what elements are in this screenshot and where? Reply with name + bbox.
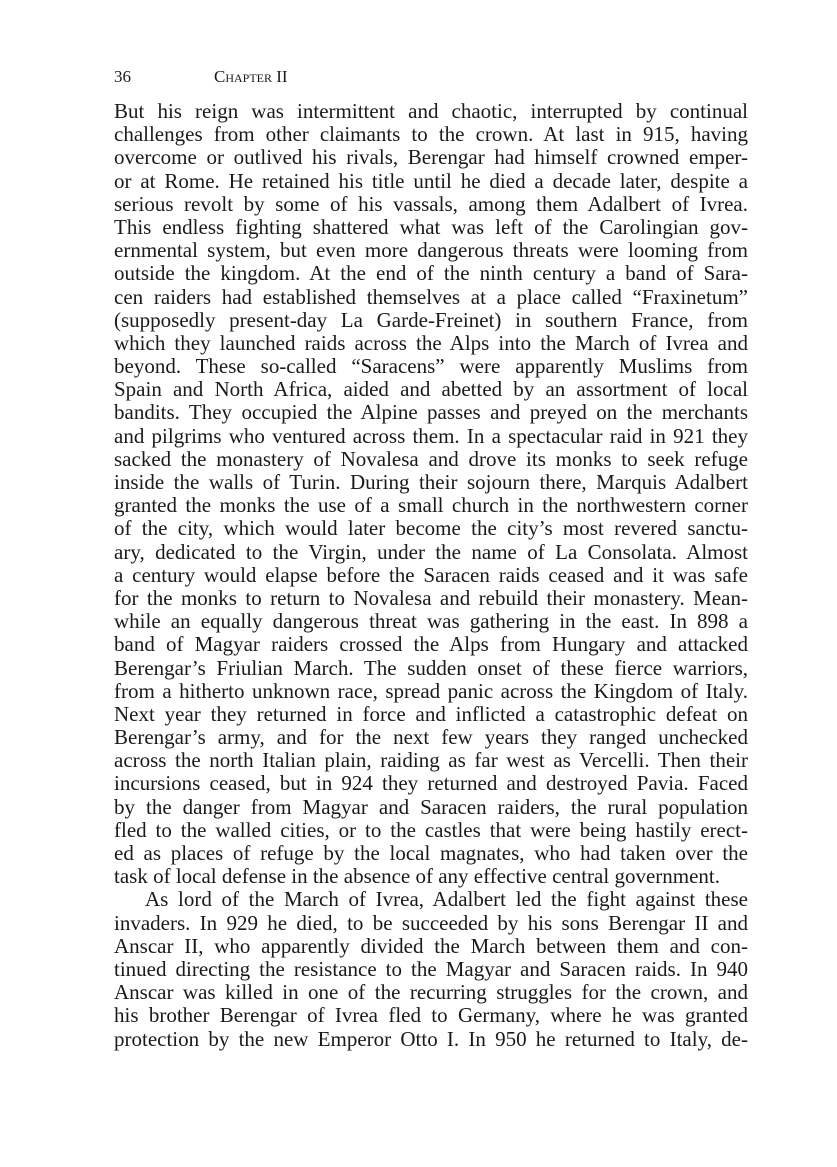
text-line: But his reign was intermittent and chaotic, interrupted by continual xyxy=(114,99,748,123)
text-line: band of Magyar raiders crossed the Alps from Hungary and attacked xyxy=(114,632,748,657)
text-line: protection by the new Emperor Otto I. In 950 he returned to Italy, de- xyxy=(114,1026,748,1051)
text-line: Berengar’s Friulian March. The sudden onset of these fierce warriors, xyxy=(114,655,748,680)
text-line: beyond. These so-called “Saracens” were apparently Muslims from xyxy=(114,354,748,379)
text-line: challenges from other claimants to the crown. At last in 915, having xyxy=(114,122,748,147)
text-line: sacked the monastery of Novalesa and drove its monks to seek refuge xyxy=(114,446,748,471)
text-line: granted the monks the use of a small church in the northwestern corner xyxy=(114,493,748,518)
text-line: Anscar was killed in one of the recurring struggles for the crown, and xyxy=(114,980,748,1005)
text-line: As lord of the March of Ivrea, Adalbert led the fight against these xyxy=(145,887,748,912)
text-line: invaders. In 929 he died, to be succeeded by his sons Berengar II and xyxy=(114,910,748,935)
text-line: bandits. They occupied the Alpine passes and preyed on the merchants xyxy=(114,400,748,425)
text-line: while an equally dangerous threat was gathering in the east. In 898 a xyxy=(114,609,748,634)
paragraph xyxy=(114,888,748,1050)
text-line: from a hitherto unknown race, spread panic across the Kingdom of Italy. xyxy=(114,678,748,703)
text-line: outside the kingdom. At the end of the ninth century a band of Sara- xyxy=(114,261,748,286)
text-line: a century would elapse before the Saracen raids ceased and it was safe xyxy=(114,562,748,587)
text-line: ary, dedicated to the Virgin, under the name of La Consolata. Almost xyxy=(114,539,748,564)
paragraph xyxy=(114,100,748,888)
page-number: 36 xyxy=(114,67,131,86)
text-line: across the north Italian plain, raiding as far west as Vercelli. Then their xyxy=(114,748,748,773)
text-line: (supposedly present-day La Garde-Freinet) in southern France, from xyxy=(114,307,748,332)
text-line: fled to the walled cities, or to the castles that were being hastily erect- xyxy=(114,817,748,842)
text-line: of the city, which would later become the city’s most revered sanctu- xyxy=(114,516,748,541)
text-line: Next year they returned in force and inflicted a catastrophic defeat on xyxy=(114,701,748,726)
text-line: overcome or outlived his rivals, Berengar had himself crowned emper- xyxy=(114,145,748,170)
text-line: his brother Berengar of Ivrea fled to Germany, where he was granted xyxy=(114,1003,748,1028)
chapter-title: Chapter II xyxy=(214,67,288,86)
text-line: ernmental system, but even more dangerous threats were looming from xyxy=(114,238,748,263)
text-line: and pilgrims who ventured across them. In a spectacular raid in 921 they xyxy=(114,423,748,448)
text-line: Anscar II, who apparently divided the March between them and con- xyxy=(114,933,748,958)
text-line: which they launched raids across the Alps into the March of Ivrea and xyxy=(114,330,748,355)
text-line: ed as places of refuge by the local magnates, who had taken over the xyxy=(114,841,748,865)
text-line: This endless fighting shattered what was left of the Carolingian gov- xyxy=(114,214,748,239)
body-text xyxy=(114,100,748,1051)
text-line: Berengar’s army, and for the next few years they ranged unchecked xyxy=(114,725,748,750)
text-line: or at Rome. He retained his title until he died a decade later, despite a xyxy=(114,168,748,193)
text-line: task of local defense in the absence of any effective central government. xyxy=(114,864,721,889)
text-line: by the danger from Magyar and Saracen raiders, the rural population xyxy=(114,794,748,819)
text-line: cen raiders had established themselves at a place called “Fraxinetum” xyxy=(114,284,748,309)
text-line: for the monks to return to Novalesa and rebuild their monastery. Mean- xyxy=(114,585,748,610)
text-line: inside the walls of Turin. During their sojourn there, Marquis Adalbert xyxy=(114,470,748,494)
text-line: tinued directing the resistance to the Magyar and Saracen raids. In 940 xyxy=(114,956,748,981)
text-line: Spain and North Africa, aided and abetted by an assortment of local xyxy=(114,377,748,402)
text-line: serious revolt by some of his vassals, among them Adalbert of Ivrea. xyxy=(114,191,748,216)
running-head xyxy=(114,66,288,88)
text-line: incursions ceased, but in 924 they returned and destroyed Pavia. Faced xyxy=(114,771,748,796)
